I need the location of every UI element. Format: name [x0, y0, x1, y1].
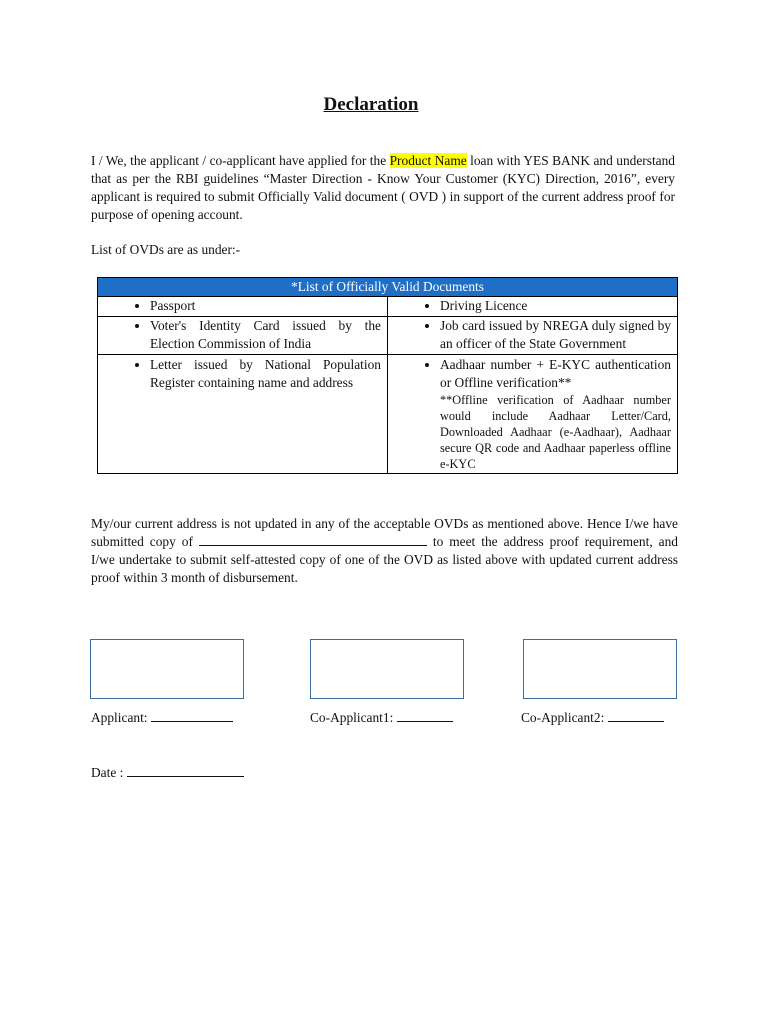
table-cell — [98, 297, 388, 317]
ovd-table — [97, 277, 678, 474]
list-item: • Letter issued by National Population Register containing name and address — [150, 356, 381, 392]
list-item: • Job card issued by NREGA duly signed by an officer of the State Government — [440, 317, 671, 353]
applicant-label: Applicant: — [91, 710, 151, 725]
undertaking-text-start: My/our current address is not updated in any of the acceptable OVDs as mentioned above. Hence I/we have submitted copy of — [91, 516, 678, 549]
co-applicant2-signature-line — [521, 709, 664, 727]
table-cell — [388, 317, 678, 355]
co-applicant2-label: Co-Applicant2: — [521, 710, 608, 725]
co-applicant1-label: Co-Applicant1: — [310, 710, 397, 725]
intro-text-start: I / We, the applicant / co-applicant have applied for the — [91, 153, 390, 168]
list-item: • Voter's Identity Card issued by the Election Commission of India — [150, 317, 381, 353]
table-cell — [98, 317, 388, 355]
table-cell — [98, 355, 388, 474]
date-label: Date : — [91, 765, 127, 780]
date-blank[interactable] — [127, 764, 244, 777]
ovd-list-intro: List of OVDs are as under:- — [91, 242, 241, 257]
intro-text-end: loan with YES BANK and understand that as per the RBI guidelines “Master Direction - Know Your Customer (KYC) Direction, 2016”, every applicant is required to submit Officially Valid document ( OVD ) in support of the current address proof for purpose of opening account. — [91, 153, 676, 222]
ovd-table-header: *List of Officially Valid Documents — [98, 278, 678, 297]
table-row — [98, 355, 678, 474]
product-name-highlight: Product Name — [389, 153, 467, 168]
table-cell — [388, 355, 678, 474]
undertaking-text-end: to meet the address proof requirement, and I/we undertake to submit self-attested copy of one of the OVD as listed above with updated current address proof within 3 month of disbursement. — [91, 534, 678, 585]
applicant-signature-line — [91, 709, 233, 727]
document-name-blank[interactable] — [199, 533, 427, 546]
aadhaar-item-text: Aadhaar number + E-KYC authentication or Offline verification** — [440, 357, 671, 390]
co-applicant2-name-blank[interactable] — [608, 709, 664, 722]
table-cell — [388, 297, 678, 317]
table-row — [98, 317, 678, 355]
co-applicant1-signature-box[interactable] — [310, 639, 464, 699]
applicant-signature-box[interactable] — [90, 639, 244, 699]
intro-paragraph — [91, 152, 675, 224]
date-line — [91, 764, 244, 782]
address-undertaking-paragraph — [91, 515, 678, 587]
page-title: Declaration — [323, 94, 419, 115]
applicant-name-blank[interactable] — [151, 709, 233, 722]
ovd-table-header-row — [98, 278, 678, 297]
co-applicant1-signature-line — [310, 709, 453, 727]
co-applicant1-name-blank[interactable] — [397, 709, 453, 722]
table-row — [98, 297, 678, 317]
list-item: • Driving Licence — [440, 297, 671, 315]
co-applicant2-signature-box[interactable] — [523, 639, 677, 699]
offline-verification-note: **Offline verification of Aadhaar number would include Aadhaar Letter/Card, Downloaded Aadhaar (e-Aadhaar), Aadhaar secure QR code and Aadhaar paperless offline e-KYC — [440, 393, 671, 471]
list-item: • Passport — [150, 297, 381, 315]
list-item — [440, 356, 671, 472]
